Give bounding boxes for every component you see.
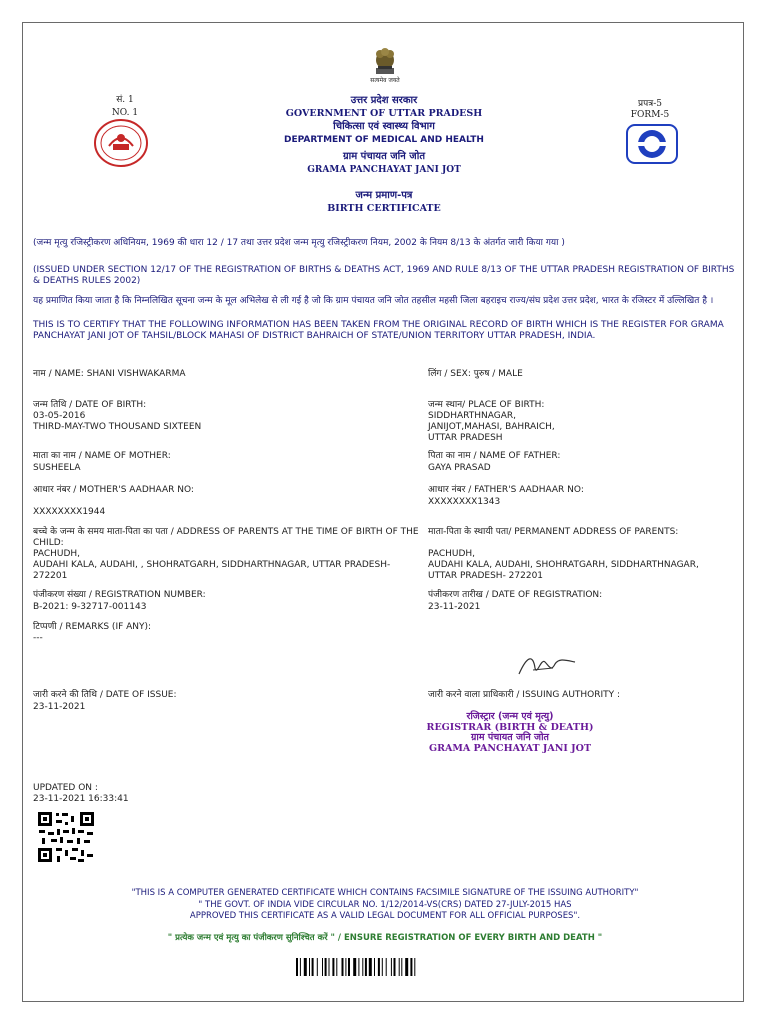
signature-icon xyxy=(515,650,580,680)
mother-name-value: SUSHEELA xyxy=(33,463,81,473)
certify-statement-en: THIS IS TO CERTIFY THAT THE FOLLOWING INFORMATION HAS BEEN TAKEN FROM THE ORIGINAL RECORD OF BIRTH WHICH IS THE REGISTER FOR GRAMA PANCHAYAT JANI JOT OF TAHSIL/BLOCK MAHASI OF DISTRICT BAHRAICH OF STATE/UNION TERRITORY UTTAR PRADESH, INDIA. xyxy=(33,320,724,341)
dob-label: जन्म तिथि / DATE OF BIRTH: xyxy=(33,400,147,410)
father-aadhaar-label: आधार नंबर / FATHER'S AADHAAR NO: xyxy=(428,485,584,495)
address-at-birth-label: बच्चे के जन्म के समय माता-पिता का पता / ADDRESS OF PARENTS AT THE TIME OF BIRTH OF THE CHILD: xyxy=(33,527,419,548)
registration-date-value: 23-11-2021 xyxy=(428,602,481,612)
form-number-en: FORM-5 xyxy=(630,110,670,120)
updated-on-label: UPDATED ON : xyxy=(33,783,98,793)
panchayat-title-hi: ग्राम पंचायत जनि जोत xyxy=(342,151,426,162)
state-title-en: GOVERNMENT OF UTTAR PRADESH xyxy=(285,108,483,119)
footer-line-3: APPROVED THIS CERTIFICATE AS A VALID LEGAL DOCUMENT FOR ALL OFFICIAL PURPOSES". xyxy=(189,911,581,921)
certify-statement-hi: यह प्रमाणित किया जाता है कि निम्नलिखित सूचना जन्म के मूल अभिलेख से ली गई है जो कि ग्राम पंचायत जनि जोत तहसील महसी जिला बहराइच राज्य/संघ प्रदेश उत्तर प्रदेश, भारत के रजिस्टर में उल्लिखित है । xyxy=(33,296,714,306)
issued-under-hi: (जन्म मृत्यु रजिस्ट्रीकरण अधिनियम, 1969 की धारा 12 / 17 तथा उत्तर प्रदेश जन्म मृत्यु रजिस्ट्रीकरण नियम, 2002 के नियम 8/13 के अंतर्गत जारी किया गया ) xyxy=(33,238,565,248)
form-number-hi: प्रपत्र-5 xyxy=(638,99,662,109)
panchayat-title-en: GRAMA PANCHAYAT JANI JOT xyxy=(307,165,461,175)
registrar-panchayat-hi: ग्राम पंचायत जनि जोत xyxy=(471,732,549,743)
issued-under-en: (ISSUED UNDER SECTION 12/17 OF THE REGISTRATION OF BIRTHS & DEATHS ACT, 1969 AND RULE 8/13 OF THE UTTAR PRADESH REGISTRATION OF BIRTHS & DEATHS RULES 2002) xyxy=(33,265,735,286)
dob-words: THIRD-MAY-TWO THOUSAND SIXTEEN xyxy=(33,422,202,432)
registration-number-label: पंजीकरण संख्या / REGISTRATION NUMBER: xyxy=(33,590,206,600)
footer-line-1: "THIS IS A COMPUTER GENERATED CERTIFICATE WHICH CONTAINS FACSIMILE SIGNATURE OF THE ISSUING AUTHORITY" xyxy=(131,888,639,898)
registrar-title-en: REGISTRAR (BIRTH & DEATH) xyxy=(426,722,594,733)
dob-value: 03-05-2016 xyxy=(33,411,86,421)
department-title-hi: चिकित्सा एवं स्वास्थ्य विभाग xyxy=(333,121,435,132)
slogan: " प्रत्येक जन्म एवं मृत्यु का पंजीकरण सुनिश्चित करें " / ENSURE REGISTRATION OF EVERY BIRTH AND DEATH " xyxy=(167,933,603,943)
remarks-label: टिप्पणी / REMARKS (IF ANY): xyxy=(33,622,152,632)
registration-number-value: B-2021: 9-32717-001143 xyxy=(33,602,147,612)
certificate-title-hi: जन्म प्रमाण-पत्र xyxy=(355,190,413,201)
father-name-value: GAYA PRASAD xyxy=(428,463,491,473)
remarks-value: --- xyxy=(33,633,43,643)
emblem-motto: सत्यमेव जयते xyxy=(370,77,400,84)
state-title-hi: उत्तर प्रदेश सरकार xyxy=(350,95,418,106)
place-of-birth-value: SIDDHARTHNAGAR, JANIJOT,MAHASI, BAHRAICH, UTTAR PRADESH xyxy=(428,411,555,443)
certificate-number-en: NO. 1 xyxy=(111,108,139,118)
name-field: नाम / NAME: SHANI VISHWAKARMA xyxy=(33,369,186,379)
registration-date-label: पंजीकरण तारीख / DATE OF REGISTRATION: xyxy=(428,590,603,600)
issuing-authority-label: जारी करने वाला प्राधिकारी / ISSUING AUTHORITY : xyxy=(428,690,621,700)
crs-logo-icon xyxy=(626,124,678,164)
updated-on-value: 23-11-2021 16:33:41 xyxy=(33,794,129,804)
mother-aadhaar-label: आधार नंबर / MOTHER'S AADHAAR NO: xyxy=(33,485,194,495)
address-at-birth-value: PACHUDH, AUDAHI KALA, AUDAHI, , SHOHRATGARH, SIDDHARTHNAGAR, UTTAR PRADESH- 272201 xyxy=(33,549,391,581)
date-of-issue-label: जारी करने की तिथि / DATE OF ISSUE: xyxy=(33,690,177,700)
permanent-address-label: माता-पिता के स्थायी पता/ PERMANENT ADDRESS OF PARENTS: xyxy=(428,527,679,537)
place-of-birth-label: जन्म स्थान/ PLACE OF BIRTH: xyxy=(428,400,545,410)
father-aadhaar-value: XXXXXXXX1343 xyxy=(428,497,501,507)
department-title-en: DEPARTMENT OF MEDICAL AND HEALTH xyxy=(284,135,484,145)
sex-field: लिंग / SEX: पुरुष / MALE xyxy=(428,369,523,379)
barcode-icon xyxy=(296,958,472,976)
father-name-label: पिता का नाम / NAME OF FATHER: xyxy=(428,451,561,461)
mother-name-label: माता का नाम / NAME OF MOTHER: xyxy=(33,451,171,461)
footer-line-2: " THE GOVT. OF INDIA VIDE CIRCULAR NO. 1/12/2014-VS(CRS) DATED 27-JULY-2015 HAS xyxy=(198,900,572,910)
mother-aadhaar-value: XXXXXXXX1944 xyxy=(33,507,106,517)
up-seal-icon xyxy=(92,118,150,168)
permanent-address-value: PACHUDH, AUDAHI KALA, AUDAHI, SHOHRATGARH, SIDDHARTHNAGAR, UTTAR PRADESH- 272201 xyxy=(428,549,699,581)
date-of-issue-value: 23-11-2021 xyxy=(33,702,86,712)
certificate-number-hi: सं. 1 xyxy=(116,95,134,105)
registrar-panchayat-en: GRAMA PANCHAYAT JANI JOT xyxy=(428,743,592,754)
registrar-title-hi: रजिस्ट्रार (जन्म एवं मृत्यु) xyxy=(466,711,554,722)
certificate-title-en: BIRTH CERTIFICATE xyxy=(327,203,441,214)
qr-code-icon xyxy=(36,810,96,864)
